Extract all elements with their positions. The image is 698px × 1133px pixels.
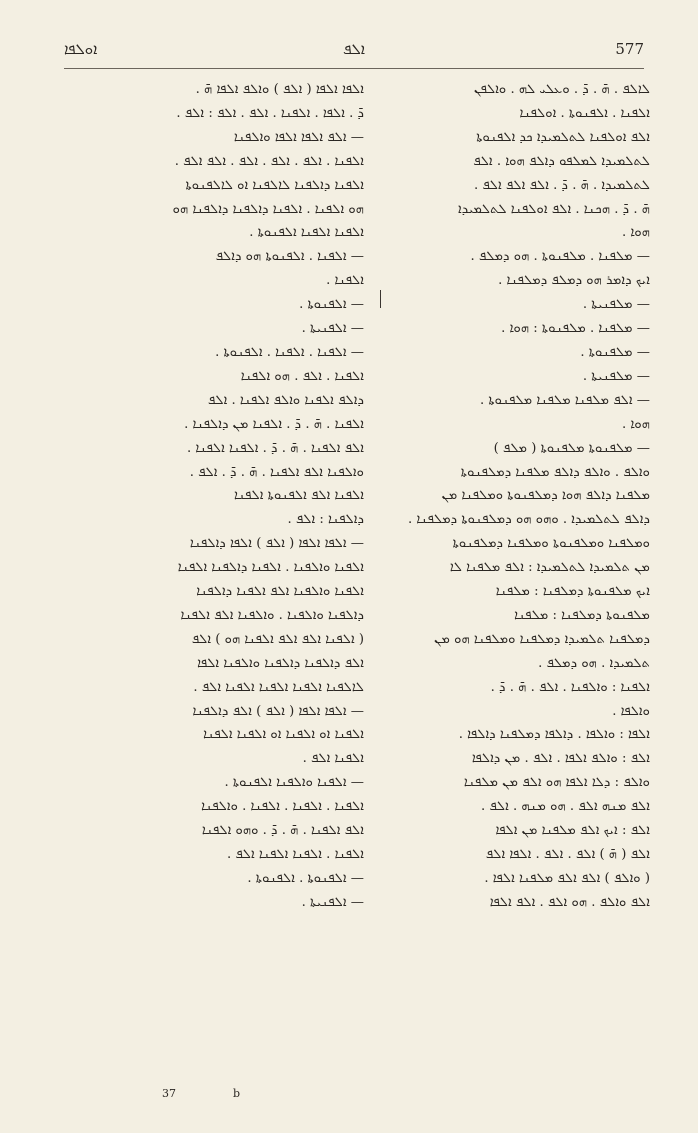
right-column-line: ܗ̄ . ܕ̄ . ܗܟܢܐ . ܐܠܦ ܐܘܠܦܢܐ ܠܬܠܡܝܕܐ <box>458 201 650 217</box>
header-left-word: ܐܘܠܦܐ <box>64 40 98 58</box>
right-column-line: ܐܠܦ ( ܗ̄ ) ܐܠܦ . ܐܠܦ . ܐܠܦܐ ܐܠܦ <box>485 847 650 862</box>
right-column-line: — ܡܠܦܢܘܬܐ . <box>580 344 650 360</box>
left-column-line: ܐܠܦ ܐܠܦܢܐ . ܗ̄ . ܕ̄ . ܐܠܦܢܐ ܐܠܦܢܐ . <box>187 440 364 456</box>
right-column-line: ܡܠܦܢܐ ܕܐܠܦ ܗܘܐ ܕܡܠܦܢܘܬܐ ܘܡܠܦܢܐ ܡܢ <box>441 488 650 504</box>
left-column-line: ܐܠܦܢܐ . ܐܠܦܢܐ ܐܠܦܢܐ ܐܠܦ . <box>226 847 364 862</box>
left-column-line: ܗܘ ܐܠܦܢܐ . ܐܠܦܢܐ ܕܐܠܦܢܐ ܕܐܠܦܢܐ ܗܘ <box>172 201 364 217</box>
right-column-line: ܠܬܠܡܝܕܐ . ܗ̄ . ܕ̄ . ܐܠܦ ܐܠܦ ܐܠܦ . <box>473 177 650 193</box>
right-column-line: ܘܐܠܦܐ . <box>612 703 650 719</box>
right-column-line: ܘܐܠܦ . ܘܐܠܦ ܕܐܠܦ ܡܠܦܢܐ ܕܡܠܦܢܘܬܐ <box>460 464 650 480</box>
left-column-line: ܕܐܠܦ ܐܠܦܢܐ ܘܐܠܦ ܐܠܦܢܐ . ܐܠܦ <box>207 392 364 408</box>
right-column-line: ܕܐܠܦ ܠܬܠܡܝܕܐ . ܘܗܘ ܗܘ ܕܡܠܦܢܘܬܐ ܕܡܠܦܢܐ . <box>408 512 650 528</box>
right-column-line: ܐܝܟ ܡܠܦܢܘܬܐ ܕܡܠܦܢܐ : ܡܠܦܢܐ <box>495 584 650 600</box>
left-column-line: ܐܠܦܢܐ ܘܐܠܦܢܐ . ܐܠܦܢܐ ܕܐܠܦܢܐ ܐܠܦܢܐ <box>177 560 364 576</box>
right-column-line: ܕܡܠܦܢܐ ܬܠܡܝܕܐ ܕܡܠܦܢܐ ܘܡܠܦܢܐ ܗܘ ܡܢ <box>434 631 650 647</box>
left-column-line: ܘܐܠܦܢܐ ܐܠܦ ܐܠܦܢܐ . ܗ̄ . ܕ̄ . ܐܠܦ . <box>189 464 364 480</box>
left-column-line: ܕ̄ . ܐܠܦܐ . ܐܠܦܢܐ . ܐܠܦ . ܐܠܦ : ܐܠܦ . <box>176 105 364 121</box>
left-column-line: — ܐܠܦܐ ܐܠܦܐ ( ܐܠܦ ) ܐܠܦܐ ܕܐܠܦܢܐ <box>189 536 364 552</box>
right-column-line: — ܡܠܦܢܝܬܐ . <box>582 368 650 384</box>
right-column-line: — ܡܠܦܢܝܬܐ . <box>582 297 650 313</box>
left-column-line: ܐܠܦܢܐ ܐܘ ܐܠܦܢܐ ܐܘ ܐܠܦܢܐ ܐܠܦܢܐ <box>203 727 364 743</box>
left-column-line: — ܐܠܦܢܐ . ܐܠܦܢܐ . ܐܠܦܢܘܬܐ . <box>215 344 364 360</box>
left-column-line: — ܐܠܦܢܘܬܐ . <box>299 297 364 313</box>
right-column-line: ܐܠܦܐ : ܘܐܠܦܐ . ܕܐܠܦܐ ܕܡܠܦܢܐ ܕܐܠܦܐ . <box>458 727 650 743</box>
right-column-line: ܠܬܠܡܝܕܐ ܠܡܠܦܘ ܕܐܠܦ ܗܘܐ . ܐܠܦ <box>473 153 650 169</box>
left-column-line: — ܐܠܦܢܘܬܐ . ܐܠܦܢܘܬܐ . <box>247 870 364 886</box>
right-column-line: ܘܡܠܦܢܐ ܘܡܠܦܢܘܬܐ ܘܡܠܦܢܐ ܕܡܠܦܢܘܬܐ <box>452 536 650 552</box>
left-column-line: ܐܠܦܢܐ . <box>326 273 364 289</box>
left-column-line: — ܐܠܦܢܐ ܘܐܠܦܢܐ ܐܠܦܢܘܬܐ . <box>224 775 364 791</box>
left-column-line: ܐܠܦ ܕܐܠܦܢܐ ܕܐܠܦܢܐ ܘܐܠܦܢܐ ܐܠܦܐ <box>197 655 364 671</box>
running-header <box>64 40 644 64</box>
right-column-line: ܗܘܐ . <box>622 225 650 241</box>
left-column-line: ܐܠܦܢܐ ܕܐܠܦܢܐ ܠܐܠܦܢܐ ܐܘ ܠܐܠܦܢܘܬܐ <box>185 177 364 193</box>
right-column-line: ܐܠܦܢܐ : ܘܐܠܦܢܐ . ܐܠܦ . ܗ̄ . ܕ̄ . <box>490 679 650 695</box>
left-column-line: ܕܐܠܦܢܐ : ܐܠܦ . <box>287 512 364 528</box>
right-column-line: ܐܠܦ : ܐܝܟ ܐܠܦ ܡܠܦܢܐ ܡܢ ܐܠܦܐ <box>495 823 650 839</box>
left-column-line: ܐܠܦܢܐ . ܗ̄ . ܕ̄ . ܐܠܦܢܐ ܡܢ ܕܐܠܦܢܐ . <box>184 416 364 432</box>
left-column-line: — ܐܠܦܢܐ . ܐܠܦܢܘܬܐ ܗܘ ܕܐܠܦ <box>215 249 364 265</box>
right-column-line: — ܐܠܦ ܡܠܦܢܐ ܡܠܦܢܐ ܡܠܦܢܘܬܐ . <box>479 392 650 408</box>
page-number: 577 <box>615 40 644 58</box>
left-column-line: — ܐܠܦܢܝܬܐ . <box>301 894 364 910</box>
right-column-line: ܡܢ ܬܠܡܝܕܐ ܠܬܠܡܝܕܐ : ܐܠܦ ܡܠܦܢܐ ܠܐ <box>449 560 650 576</box>
left-column-line: — ܐܠܦ ܐܠܦܐ ܐܠܦܐ ܘܐܠܦܢܐ <box>233 129 364 145</box>
left-column-line: ( ܐܠܦܢܐ ܐܠܦ ܐܠܦ ܐܠܦܢܐ ܗܘ ) ܐܠܦ <box>191 631 364 647</box>
right-column <box>388 78 650 915</box>
left-column-line: ܐܠܦܢܐ ܐܠܦ . <box>302 751 364 767</box>
left-column <box>72 78 364 915</box>
left-column-line: ܐܠܦܢܐ . ܐܠܦ . ܐܠܦ . ܐܠܦ . ܐܠܦ ܐܠܦ . <box>174 153 364 169</box>
margin-mark <box>380 290 381 308</box>
left-column-line: ܐܠܦܢܐ . ܐܠܦܢܐ . ܐܠܦܢܐ . ܘܐܠܦܢܐ <box>201 799 364 815</box>
right-column-line: ܐܠܦ ܐܘܠܦܢܐ ܠܬܠܡܝܕܐ ܟܕ ܐܠܦܢܘܬܐ <box>476 129 650 145</box>
right-column-line: ܐܠܦ : ܘܐܠܦ ܐܠܦܐ . ܐܠܦ . ܡܢ ܕܐܠܦܐ <box>471 751 650 767</box>
right-column-line: ܠܐܠܦ . ܗ̄ . ܕ̄ . ܘܥܠܝ ܠܗ . ܘܐܠܦܢ <box>473 82 650 97</box>
right-column-line: ( ܘܐܠܦ ) ܐܠܦ ܐܠܦ ܡܠܦܢܐ ܐܠܦܐ . <box>484 870 650 886</box>
right-column-line: ܐܠܦ ܡܢܗ ܐܠܦ . ܗܘ ܡܢܗ . ܐܠܦ . <box>481 799 650 815</box>
right-column-line: ܐܠܦܢܐ . ܐܠܦܢܘܬܐ . ܐܘܠܦܢܐ <box>519 105 650 121</box>
left-column-line: — ܐܠܦܐ ܐܠܦܐ ( ܐܠܦ ) ܐܠܦ ܕܐܠܦܢܐ <box>192 703 364 719</box>
left-column-line: ܐܠܦܢܐ ܘܐܠܦܢܐ ܐܠܦ ܐܠܦܢܐ ܕܐܠܦܢܐ <box>196 584 364 600</box>
right-column-line: — ܡܠܦܢܘܬܐ ܡܠܦܢܘܬܐ ( ܡܠܦ ) <box>493 440 650 456</box>
right-column-line: — ܡܠܦܢܐ . ܡܠܦܢܘܬܐ : ܗܘܐ . <box>501 321 650 337</box>
left-column-line: ܐܠܦܢܐ . ܐܠܦ . ܗܘ ܐܠܦܢܐ <box>240 368 364 384</box>
right-column-line: — ܡܠܦܢܐ . ܡܠܦܢܘܬܐ . ܗܘ ܕܡܠܦ . <box>470 249 650 265</box>
left-column-line: ܠܐܠܦܢܐ ܐܠܦܢܐ ܐܠܦܢܐ ܐܠܦܢܐ ܐܠܦ . <box>193 679 364 695</box>
right-column-line: ܡܠܦܢܘܬܐ ܕܡܠܦܢܐ : ܡܠܦܢܐ <box>514 607 650 623</box>
right-column-line: ܬܠܡܝܕܐ . ܗܘ ܕܡܠܦ . <box>538 655 650 671</box>
right-column-line: ܐܝܟ ܕܐܡܪ ܗܘ ܕܡܠܦ ܕܡܠܦܢܐ . <box>498 273 650 289</box>
right-column-line: ܐܠܦ ܘܐܠܦ . ܗܘ ܐܠܦ . ܐܠܦ ܐܠܦܐ <box>489 894 650 910</box>
left-column-line: — ܐܠܦܢܝܬܐ . <box>301 321 364 337</box>
footer-gathering-number: 37 <box>162 1087 176 1100</box>
left-column-line: ܐܠܦܐ ܐܠܦܐ ( ܐܠܦ ) ܘܐܠܦ ܐܠܦܐ ܗ̄ . <box>195 82 364 97</box>
right-column-line: ܗܘܐ . <box>622 416 650 432</box>
left-column-line: ܐܠܦ ܐܠܦܢܐ . ܗ̄ . ܕ̄ . ܘܗܘ ܐܠܦܢܐ <box>201 823 364 839</box>
footer-signature: b <box>233 1087 241 1100</box>
right-column-line: ܘܐܠܦ : ܕܠܐ ܐܠܦܐ ܗܘ ܐܠܦ ܡܢ ܡܠܦܢܐ <box>463 775 650 791</box>
left-column-line: ܕܐܠܦܢܐ ܘܐܠܦܢܐ . ܘܐܠܦܢܐ ܐܠܦ ܐܠܦܢܐ <box>180 607 364 623</box>
left-column-line: ܐܠܦܢܐ ܐܠܦܢܐ ܐܠܦܢܘܬܐ . <box>249 225 364 241</box>
header-rule <box>64 68 644 69</box>
header-center-word: ܐܠܦ <box>342 40 366 58</box>
left-column-line: ܐܠܦܢܐ ܐܠܦ ܐܠܦܢܘܬܐ ܐܠܦܢܐ <box>234 488 364 504</box>
